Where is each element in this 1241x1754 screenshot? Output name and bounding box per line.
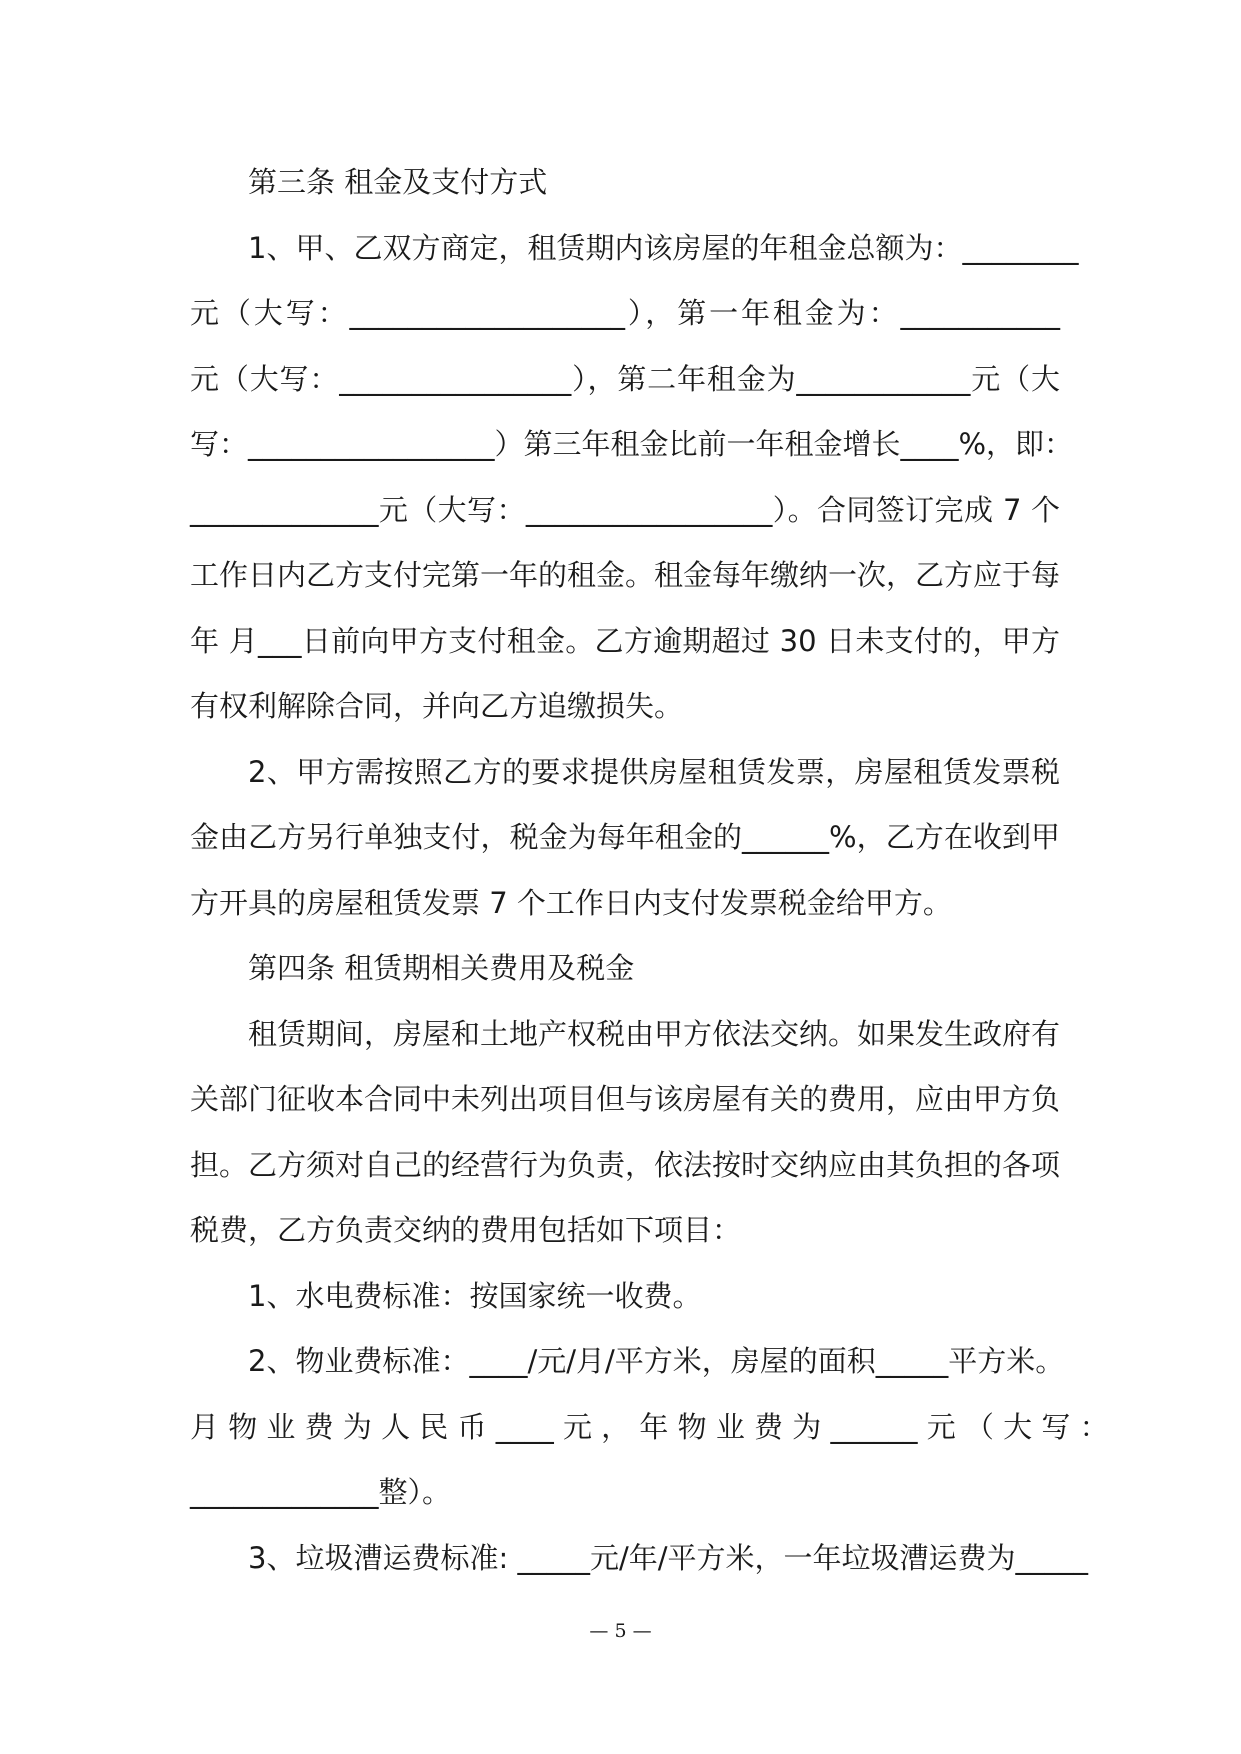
text-line: _____________整）。 xyxy=(190,1475,452,1509)
text-line: 月 物 业 费 为 人 民 币 ____ 元 ， 年 物 业 费 为 ______ 元 （ 大 写 ： xyxy=(190,1409,1109,1444)
text-line: 2、物业费标准：____/元/月/平方米，房屋的面积_____平方米。 xyxy=(248,1344,1065,1378)
text-line: 3、垃圾漕运费标准: _____元/年/平方米，一年垃圾漕运费为_____ xyxy=(248,1540,1088,1575)
text-line: 关部门征收本合同中未列出项目但与该房屋有关的费用，应由甲方负 xyxy=(190,1082,1061,1116)
text-line: 2、甲方需按照乙方的要求提供房屋租赁发票，房屋租赁发票税 xyxy=(248,754,1060,789)
text-line: 年 月___日前向甲方支付租金。乙方逾期超过 30 日未支付的，甲方 xyxy=(190,623,1060,658)
text-line: 元（大写：___________________），第一年租金为：___________ xyxy=(190,296,1060,330)
text-line: 租赁期间，房屋和土地产权税由甲方依法交纳。如果发生政府有 xyxy=(248,1016,1061,1051)
text-line: 方开具的房屋租赁发票 7 个工作日内支付发票税金给甲方。 xyxy=(190,885,952,920)
text-line: 税费，乙方负责交纳的费用包括如下项目： xyxy=(190,1213,742,1247)
text-line: 担。乙方须对自己的经营行为负责，依法按时交纳应由其负担的各项 xyxy=(190,1147,1061,1182)
text-line: 1、甲、乙双方商定，租赁期内该房屋的年租金总额为：________ xyxy=(248,230,1079,265)
text-line: 第三条 租金及支付方式 xyxy=(248,165,548,199)
text-line: 有权利解除合同，并向乙方追缴损失。 xyxy=(190,689,684,723)
text-line: 元（大写：________________），第二年租金为____________元（大 xyxy=(190,361,1060,396)
document-body xyxy=(190,150,1109,1591)
text-line: 工作日内乙方支付完第一年的租金。租金每年缴纳一次，乙方应于每 xyxy=(190,558,1061,592)
text-line: 写：_________________）第三年租金比前一年租金增长____%，即： xyxy=(190,427,1074,461)
text-line: _____________元（大写：_________________）。合同签订完成 7 个 xyxy=(190,492,1060,527)
text-line: 金由乙方另行单独支付，税金为每年租金的______%，乙方在收到甲 xyxy=(190,820,1060,854)
text-line: 1、水电费标准：按国家统一收费。 xyxy=(248,1278,702,1313)
text-line: 第四条 租赁期相关费用及税金 xyxy=(248,951,635,985)
page-number: — 5 — xyxy=(589,1620,652,1642)
